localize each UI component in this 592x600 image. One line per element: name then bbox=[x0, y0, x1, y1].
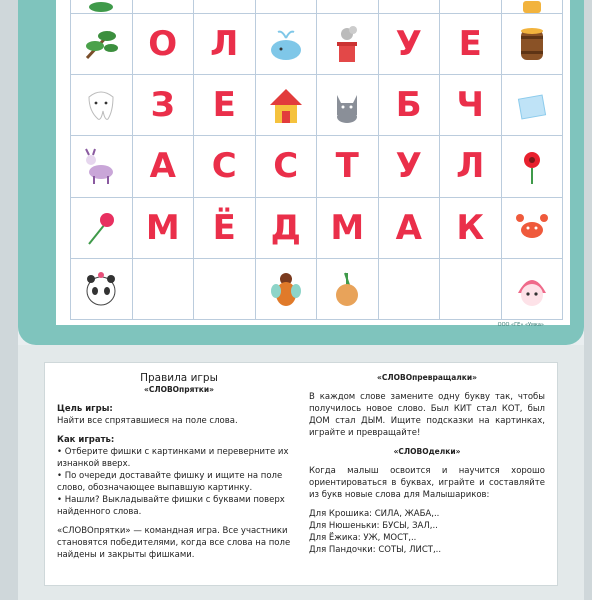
picture-tile bbox=[71, 75, 133, 136]
picture-tile bbox=[71, 259, 133, 320]
picture-tile bbox=[502, 0, 564, 14]
step-2: • По очереди доставайте фишку и ищите на поле слово, обозначающее выпавшую картинку. bbox=[57, 471, 283, 493]
picture-tile bbox=[71, 198, 133, 259]
picture-tile bbox=[71, 14, 133, 75]
goal-text: Найти все спрятавшиеся на поле слова. bbox=[57, 416, 238, 426]
letter-tile bbox=[379, 136, 441, 197]
letter-tile bbox=[194, 0, 256, 14]
game2-text: В каждом слове замените одну букву так, чтобы получилось новое слово. Был КИТ стал КОТ, был ДОМ стал ДЫМ. Ищите подсказки на картинках, играйте и превращайте! bbox=[309, 392, 545, 438]
tile-letter: Б bbox=[395, 85, 422, 126]
picture-tile bbox=[317, 14, 379, 75]
letter-tile bbox=[440, 259, 502, 320]
hedgehog-girl-icon bbox=[512, 269, 552, 309]
word-list-3: Для Ёжика: УЖ, МОСТ,.. bbox=[309, 533, 417, 543]
word-list-4: Для Пандочки: СОТЫ, ЛИСТ,.. bbox=[309, 545, 442, 555]
game3-text: Когда малыш освоится и научится хорошо ориентироваться в буквах, играйте и составляйте из букв новые слова для Малышариков: bbox=[309, 466, 545, 500]
letter-tile bbox=[379, 198, 441, 259]
letter-tile bbox=[440, 136, 502, 197]
tile-letter: У bbox=[395, 24, 422, 65]
tile-letter: С bbox=[211, 146, 237, 187]
picture-tile bbox=[317, 259, 379, 320]
tooth-icon bbox=[81, 85, 121, 125]
step-1: • Отберите фишки с картинками и переверните их изнанкой вверх. bbox=[57, 447, 289, 469]
beetle-icon bbox=[266, 269, 306, 309]
letter-tile bbox=[379, 75, 441, 136]
tile-letter: Т bbox=[335, 146, 359, 187]
rose-icon bbox=[81, 208, 121, 248]
barrel-icon bbox=[512, 24, 552, 64]
letter-tile bbox=[317, 0, 379, 14]
letter-tile bbox=[256, 136, 318, 197]
tile-letter: А bbox=[149, 146, 176, 187]
letter-tile bbox=[194, 136, 256, 197]
tile-letter: Ч bbox=[456, 85, 484, 126]
copyright-label: ООО «ГЕ» «Умка» bbox=[497, 322, 544, 328]
picture-tile bbox=[256, 75, 318, 136]
letter-tile bbox=[194, 259, 256, 320]
rules-right-column bbox=[309, 363, 545, 556]
team-text: «СЛОВОпрятки» — командная игра. Все участники становятся победителями, когда все слова на поле найдены и закрыты фишками. bbox=[57, 526, 291, 560]
tile-letter: У bbox=[395, 146, 422, 187]
step-3: • Нашли? Выкладывайте фишки с буквами поверх найденного слова. bbox=[57, 495, 285, 517]
letter-tile bbox=[194, 14, 256, 75]
picture-tile bbox=[71, 136, 133, 197]
rules-title: Правила игры bbox=[140, 372, 218, 384]
tile-letter: М bbox=[330, 207, 365, 248]
picture-tile bbox=[502, 136, 564, 197]
letter-tile bbox=[256, 198, 318, 259]
letter-tile bbox=[194, 75, 256, 136]
letter-tile bbox=[379, 259, 441, 320]
picture-tile bbox=[256, 259, 318, 320]
letter-tile bbox=[133, 0, 195, 14]
game3-title: «СЛОВОделки» bbox=[393, 447, 461, 456]
chimney-smoke-icon bbox=[327, 24, 367, 64]
letter-tile bbox=[379, 0, 441, 14]
tile-letter: Ё bbox=[212, 207, 236, 248]
goat-icon bbox=[81, 146, 121, 186]
letter-tile bbox=[194, 198, 256, 259]
oak-branch-icon bbox=[81, 24, 121, 64]
letter-tile bbox=[133, 136, 195, 197]
letter-tile bbox=[317, 198, 379, 259]
letter-tile bbox=[133, 259, 195, 320]
letter-tile bbox=[440, 14, 502, 75]
tile-letter: А bbox=[395, 207, 422, 248]
letter-tile bbox=[440, 75, 502, 136]
letter-tile bbox=[379, 14, 441, 75]
box-right-wall bbox=[584, 0, 592, 600]
goal-label: Цель игры: bbox=[57, 404, 113, 414]
picture-tile bbox=[256, 14, 318, 75]
picture-tile bbox=[502, 259, 564, 320]
flower-icon bbox=[512, 146, 552, 186]
letter-tile bbox=[256, 0, 318, 14]
panda-girl-icon bbox=[81, 269, 121, 309]
rules-card bbox=[44, 362, 558, 586]
letter-tile bbox=[317, 136, 379, 197]
letter-grid bbox=[70, 0, 563, 320]
tile-letter: Д bbox=[270, 207, 301, 248]
tile-letter: Е bbox=[458, 24, 482, 65]
crab-icon bbox=[512, 208, 552, 248]
word-list-1: Для Крошика: СИЛА, ЖАБА,.. bbox=[309, 509, 440, 519]
ice-icon bbox=[512, 85, 552, 125]
tile-letter: Л bbox=[456, 146, 485, 187]
letter-tile bbox=[133, 14, 195, 75]
word-list-2: Для Нюшеньки: БУСЫ, ЗАЛ,.. bbox=[309, 521, 438, 531]
house-icon bbox=[266, 85, 306, 125]
picture-tile bbox=[71, 0, 133, 14]
rules-left-column bbox=[57, 363, 301, 561]
whale-icon bbox=[266, 24, 306, 64]
letter-tile bbox=[133, 75, 195, 136]
onion-icon bbox=[327, 269, 367, 309]
tile-letter: Л bbox=[210, 24, 239, 65]
game2-title: «СЛОВОпревращалки» bbox=[377, 373, 477, 382]
box-left-wall bbox=[0, 0, 18, 600]
letter-tile bbox=[133, 198, 195, 259]
picture-tile bbox=[502, 75, 564, 136]
letter-tile bbox=[440, 0, 502, 14]
picture-tile bbox=[317, 75, 379, 136]
letter-tile bbox=[440, 198, 502, 259]
tile-letter: М bbox=[145, 207, 180, 248]
picture-tile bbox=[502, 198, 564, 259]
tile-letter: З bbox=[150, 85, 175, 126]
tile-letter: К bbox=[456, 207, 485, 248]
picture-tile bbox=[502, 14, 564, 75]
game1-title: «СЛОВОпрятки» bbox=[144, 385, 214, 394]
how-label: Как играть: bbox=[57, 435, 115, 445]
tile-letter: О bbox=[148, 24, 178, 65]
tile-letter: Е bbox=[212, 85, 236, 126]
cat-icon bbox=[327, 85, 367, 125]
tile-letter: С bbox=[273, 146, 299, 187]
